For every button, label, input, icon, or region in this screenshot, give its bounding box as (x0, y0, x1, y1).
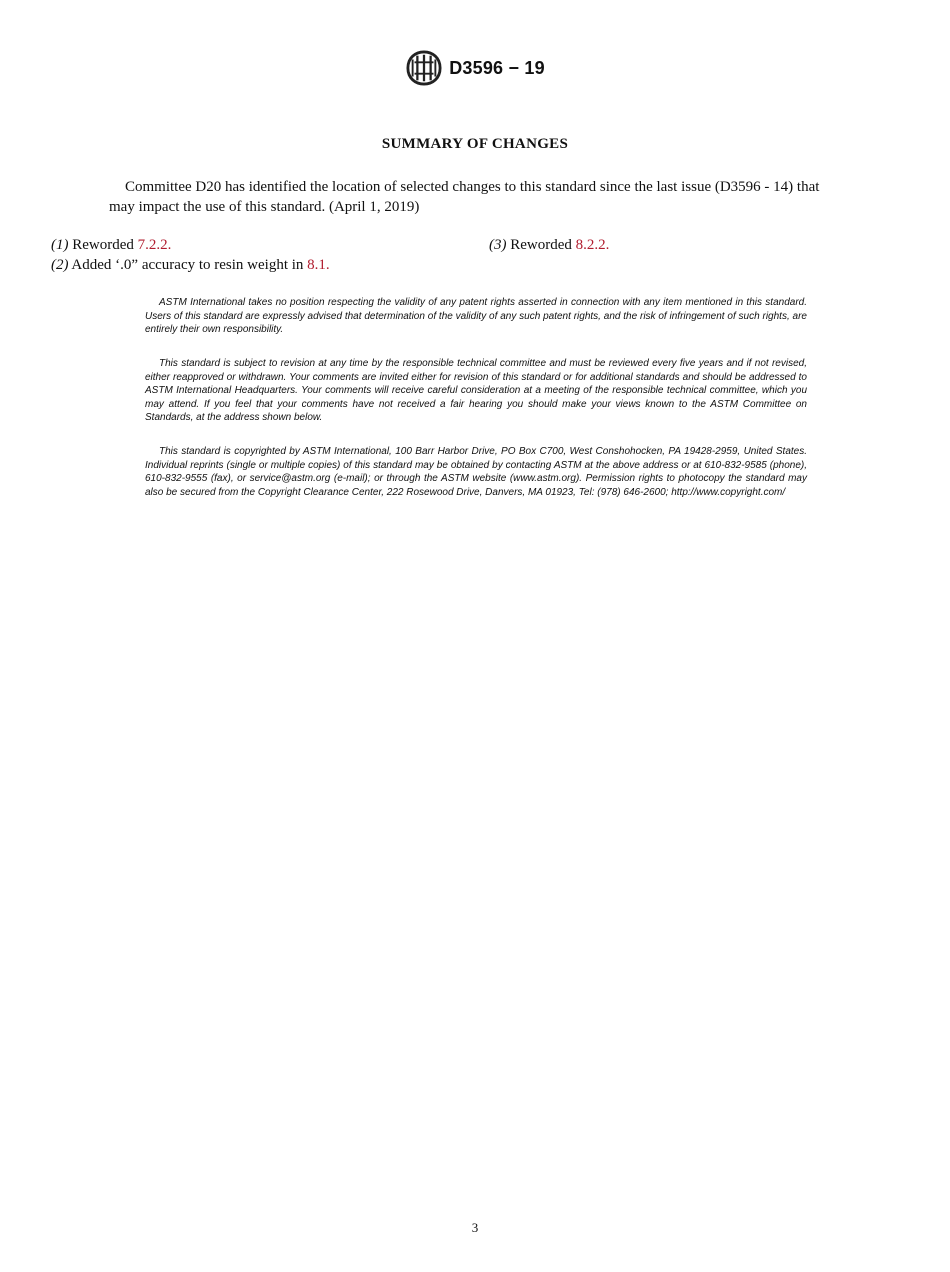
change-item (51, 255, 330, 275)
revision-notice: This standard is subject to revision at any time by the responsible technical committee and must be reviewed every five years and if not revised, either reapproved or withdrawn. Your comments are invited either for revision of this standard or for additional standards and should be addressed to ASTM International Headquarters. Your comments will receive careful consideration at a meeting of the responsible technical committee, which you may attend. If you feel that your comments have not received a fair hearing you should make your views known to the ASTM Committee on Standards, at the address shown below. (145, 358, 807, 424)
astm-logo-icon (405, 50, 443, 86)
change-text: Reworded (506, 237, 576, 253)
document-header (0, 50, 950, 86)
section-title: SUMMARY OF CHANGES (381, 136, 569, 152)
change-item (489, 235, 609, 255)
change-number: (3) (489, 237, 507, 253)
change-number: (2) (51, 257, 69, 273)
standard-designation: D3596 − 19 (449, 57, 545, 78)
change-text: Reworded (68, 237, 138, 253)
page-number: 3 (471, 1220, 479, 1235)
change-end: . (605, 237, 610, 253)
change-end: . (325, 257, 330, 273)
change-text: Added ‘.0” accuracy to resin weight in (68, 257, 308, 273)
summary-intro: Committee D20 has identified the location of selected changes to this standard since the last issue (D3596 - 14) that may impact the use of this standard. (April 1, 2019) (109, 179, 820, 215)
section-link[interactable]: 8.2.2 (575, 237, 606, 253)
section-link[interactable]: 8.1 (307, 257, 326, 273)
change-end: . (167, 237, 172, 253)
change-item (51, 235, 171, 255)
patent-notice: ASTM International takes no position respecting the validity of any patent rights asserted in connection with any item mentioned in this standard. Users of this standard are expressly advised that determination of the validity of any such patent rights, and the risk of infringement of such rights, are entirely their own responsibility. (145, 297, 807, 336)
section-link[interactable]: 7.2.2 (137, 237, 168, 253)
copyright-notice: This standard is copyrighted by ASTM International, 100 Barr Harbor Drive, PO Box C700, West Conshohocken, PA 19428-2959, United States. Individual reprints (single or multiple copies) of this standard may be obtained by contacting ASTM at the above address or at 610-832-9585 (phone), 610-832-9555 (fax), or service@astm.org (e-mail); or through the ASTM website (www.astm.org). Permission rights to photocopy the standard may also be secured from the Copyright Clearance Center, 222 Rosewood Drive, Danvers, MA 01923, Tel: (978) 646-2600; http://www.copyright.com/ (145, 446, 807, 498)
change-number: (1) (51, 237, 69, 253)
